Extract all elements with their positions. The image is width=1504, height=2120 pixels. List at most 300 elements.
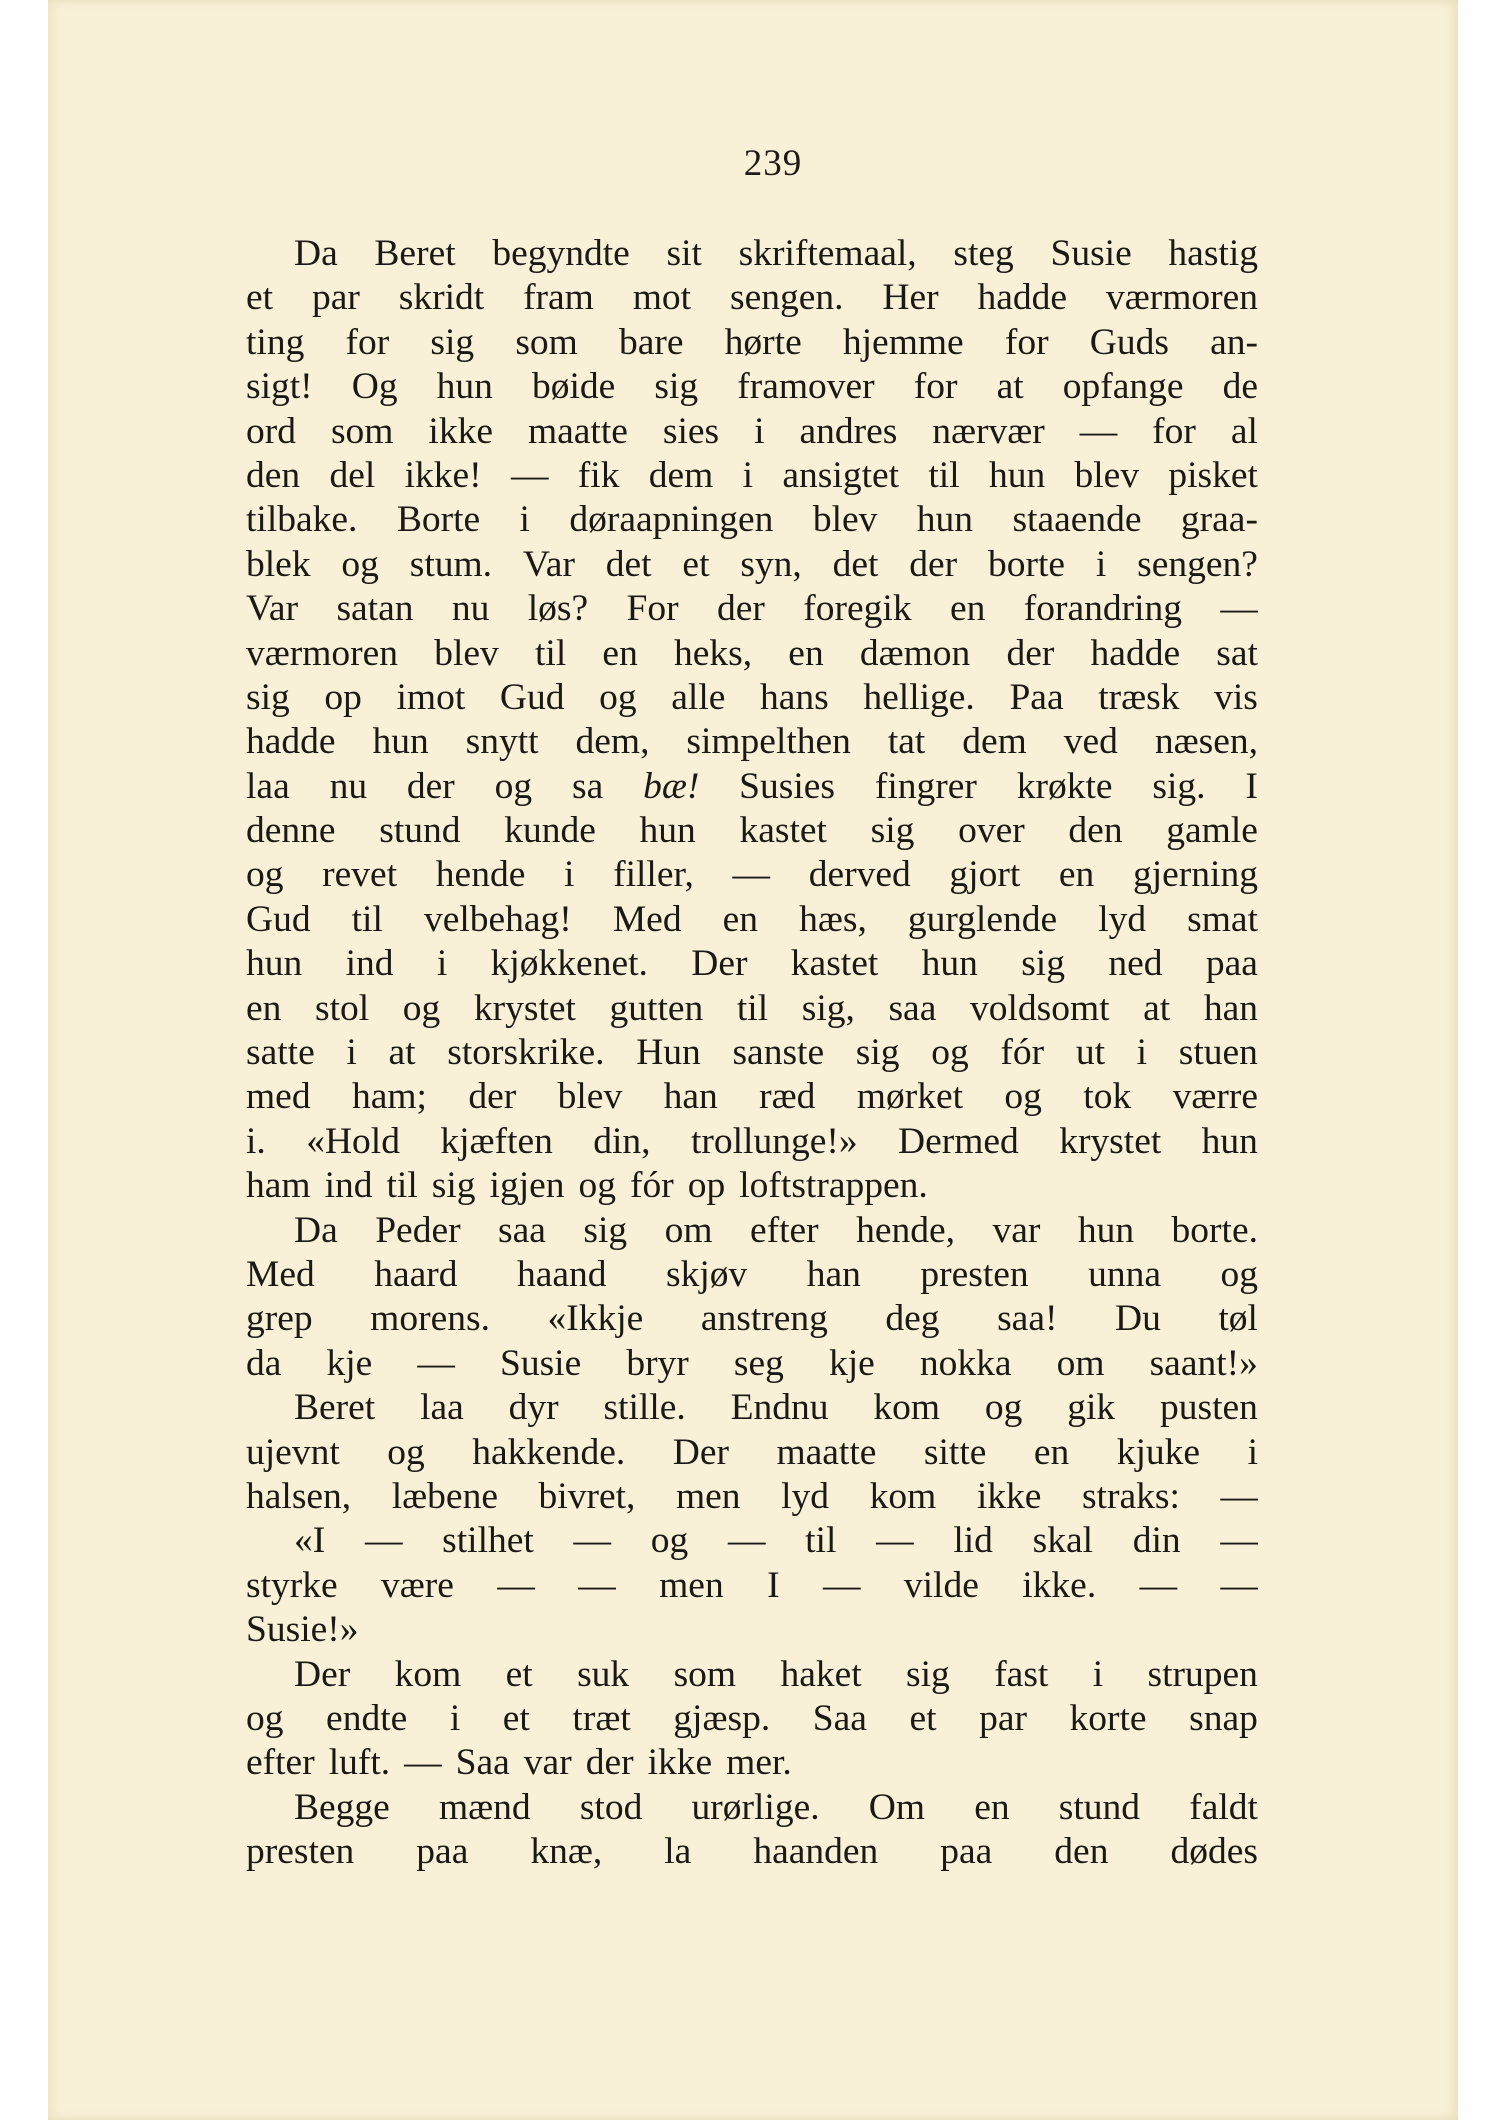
word: imot: [396, 676, 466, 718]
word: kom: [873, 1387, 941, 1429]
word: alle: [671, 676, 726, 718]
word: han: [663, 1076, 718, 1118]
word: i: [742, 454, 754, 496]
word: nærvær: [932, 410, 1045, 452]
word: Og: [351, 366, 398, 408]
word: Var: [246, 588, 299, 630]
word: «Hold: [306, 1120, 400, 1162]
word: an-: [1210, 321, 1258, 363]
word: et: [682, 543, 710, 585]
text-line: [246, 232, 1258, 276]
word: hastig: [1168, 233, 1258, 274]
word: dem: [648, 454, 714, 496]
word: Da: [294, 1209, 338, 1251]
text-line: [246, 1075, 1258, 1119]
word: haket: [780, 1653, 862, 1695]
word: skridt: [398, 277, 485, 319]
word: sig: [1021, 943, 1065, 985]
word: Guds: [1089, 321, 1169, 363]
word: Om: [868, 1786, 926, 1828]
word: gamle: [1166, 810, 1258, 852]
word: laa: [420, 1387, 464, 1429]
word: der: [717, 588, 765, 630]
word: sat: [1216, 632, 1258, 674]
word: Gud: [499, 676, 565, 718]
word: pisket: [1168, 454, 1258, 496]
word: Saa: [812, 1697, 867, 1739]
word: stund: [379, 810, 461, 852]
word: for: [1004, 321, 1049, 363]
word: —: [876, 1520, 914, 1562]
word: skjøv: [665, 1253, 748, 1295]
word: urørlige.: [691, 1786, 820, 1828]
word: lyd: [781, 1475, 830, 1517]
word: borte: [988, 543, 1066, 585]
word: sig.: [1152, 765, 1206, 807]
text-line: [246, 1386, 1258, 1430]
word: og: [246, 854, 284, 896]
word: for: [345, 321, 390, 363]
word: gjerning: [1132, 854, 1258, 896]
word: mænd: [438, 1786, 531, 1828]
word: Var: [522, 543, 575, 585]
word: kjæften: [440, 1120, 553, 1162]
word: i: [564, 854, 575, 896]
word: presten: [246, 1831, 355, 1873]
word: dem: [962, 721, 1027, 763]
word: i: [436, 943, 448, 985]
text-line: [246, 1164, 1258, 1208]
word: ikke: [428, 410, 493, 452]
word: Dermed: [898, 1120, 1019, 1162]
word: kjuke: [1116, 1431, 1201, 1473]
word: haard: [374, 1253, 458, 1295]
text-line: [246, 809, 1258, 853]
word: da: [246, 1342, 282, 1384]
word: skal: [1032, 1520, 1094, 1562]
word: ved: [1063, 721, 1118, 763]
word: og: [387, 1431, 425, 1473]
word: del: [329, 454, 376, 496]
word: en: [1058, 854, 1095, 896]
word: nu: [451, 588, 490, 630]
word: dem,: [575, 721, 650, 763]
word: vilde: [903, 1564, 979, 1606]
word: par: [311, 277, 360, 319]
word: ansigtet: [782, 454, 900, 496]
word: det: [832, 543, 879, 585]
word: hellige.: [863, 676, 975, 718]
word: maatte: [776, 1431, 877, 1473]
word: med: [246, 1076, 311, 1118]
word: den: [246, 454, 301, 496]
word: en: [788, 632, 824, 674]
word: paa: [940, 1831, 993, 1873]
word: at: [1143, 987, 1171, 1029]
word: værmoren: [1105, 277, 1258, 319]
word: Der: [691, 943, 748, 985]
word: hæs,: [799, 898, 867, 940]
word: anstreng: [700, 1298, 828, 1340]
word: skriftemaal,: [738, 233, 917, 274]
word: der: [1006, 632, 1055, 674]
word: paa: [1205, 943, 1258, 985]
word: og: [599, 676, 637, 718]
word: i: [346, 1032, 357, 1074]
word: —: [364, 1520, 403, 1562]
word: og: [341, 543, 379, 585]
text-line: [246, 1653, 1258, 1697]
text-line: [246, 587, 1258, 631]
word: gjort: [949, 854, 1021, 896]
word: tilbake.: [246, 499, 358, 541]
body-text: [246, 232, 1258, 1874]
word: —: [1220, 1564, 1258, 1606]
word: —: [404, 1742, 442, 1784]
word: fram: [523, 277, 594, 319]
word: i.: [246, 1120, 266, 1162]
word: op: [687, 1165, 726, 1207]
text-line: [246, 543, 1258, 587]
word: paa: [416, 1831, 469, 1873]
word: sig,: [801, 987, 855, 1029]
word: —: [1220, 1475, 1258, 1517]
word: kjøkkenet.: [490, 943, 648, 985]
word: Da: [294, 233, 338, 274]
word: sig: [906, 1653, 950, 1695]
word: al: [1230, 410, 1258, 452]
word: «I: [294, 1520, 326, 1562]
word: bare: [618, 321, 684, 363]
word: mot: [632, 277, 692, 319]
word: hun: [1077, 1209, 1135, 1251]
word: —: [417, 1342, 455, 1384]
word: lyd: [1098, 898, 1147, 940]
word: til: [534, 632, 567, 674]
word: nokka: [919, 1342, 1012, 1384]
word: pusten: [1160, 1387, 1258, 1429]
word: —: [510, 454, 549, 496]
word: men: [675, 1475, 741, 1517]
word: stuen: [1178, 1032, 1258, 1074]
word: kunde: [504, 810, 596, 852]
word: tok: [1083, 1076, 1132, 1118]
word: —: [1139, 1564, 1178, 1606]
word: knæ,: [530, 1831, 603, 1873]
word: tøl: [1218, 1298, 1258, 1340]
word: framover: [737, 366, 875, 408]
word: i: [1095, 543, 1107, 585]
word: om: [1056, 1342, 1105, 1384]
word: revet: [322, 854, 398, 896]
word: fingrer: [874, 765, 977, 807]
word: og: [931, 1032, 969, 1074]
word: ikke: [976, 1475, 1042, 1517]
word: gjæsp.: [673, 1697, 771, 1739]
word: laa: [246, 765, 290, 807]
word: strupen: [1147, 1653, 1258, 1695]
word: hende,: [856, 1209, 956, 1251]
word: en: [246, 987, 282, 1029]
word: ind: [345, 943, 394, 985]
word: bøide: [532, 366, 616, 408]
text-line: [246, 454, 1258, 498]
word: fik: [577, 454, 620, 496]
word: fast: [994, 1653, 1049, 1695]
word: stol: [315, 987, 370, 1029]
word: ræd: [759, 1076, 816, 1118]
word: sig: [855, 1032, 900, 1074]
word: ikke.: [1022, 1564, 1097, 1606]
word: syn,: [740, 543, 802, 585]
word: om: [664, 1209, 713, 1251]
word: blev: [1074, 454, 1140, 496]
word: andres: [799, 410, 898, 452]
word: korte: [1069, 1697, 1147, 1739]
text-line: [246, 632, 1258, 676]
word: kom: [869, 1475, 937, 1517]
word: hørte: [724, 321, 802, 363]
word: derved: [808, 854, 911, 896]
word: træt: [572, 1697, 631, 1739]
word: der: [468, 1076, 517, 1118]
word: Beret: [374, 233, 456, 274]
word: kje: [326, 1342, 373, 1384]
text-line: [246, 1564, 1258, 1608]
word: hun: [436, 366, 493, 408]
word: snytt: [465, 721, 539, 763]
word: til: [386, 1165, 418, 1207]
word: et: [502, 1697, 530, 1739]
word: —: [1079, 410, 1118, 452]
word: et: [246, 277, 274, 319]
word: stum.: [409, 543, 493, 585]
word: ham: [246, 1165, 311, 1207]
word: ham;: [351, 1076, 427, 1118]
word: fór: [630, 1165, 674, 1207]
word: sengen?: [1137, 543, 1258, 585]
word: Gud: [246, 898, 311, 940]
word: hun: [916, 499, 974, 541]
word: forandring: [1023, 588, 1183, 630]
word: suk: [577, 1653, 630, 1695]
word: saa: [498, 1209, 546, 1251]
word: en: [949, 588, 986, 630]
word: deg: [885, 1298, 940, 1340]
word: Susie: [499, 1342, 582, 1384]
word: Med: [246, 1253, 315, 1295]
word: —: [578, 1564, 616, 1606]
word: krystet: [473, 987, 576, 1029]
word: opfange: [1062, 366, 1184, 408]
word: —: [822, 1564, 861, 1606]
word: i: [519, 499, 530, 541]
word: mer.: [726, 1742, 792, 1784]
text-line: [246, 898, 1258, 942]
word: saa!: [997, 1298, 1058, 1340]
word: «Ikkje: [547, 1298, 644, 1340]
word: gutten: [609, 987, 704, 1029]
word: ord: [246, 410, 296, 452]
word: bivret,: [538, 1475, 636, 1517]
word: begyndte: [492, 233, 630, 274]
word: løs?: [527, 588, 589, 630]
word: i: [1247, 1431, 1258, 1473]
word: og: [650, 1520, 689, 1562]
word: værre: [1172, 1076, 1258, 1118]
text-line: [246, 765, 1258, 809]
word: Susie: [1050, 233, 1132, 274]
text-line: [246, 365, 1258, 409]
text-line: [246, 1830, 1258, 1874]
word: der: [406, 765, 455, 807]
word: seg: [733, 1342, 784, 1384]
word: næsen,: [1154, 721, 1258, 763]
word: —: [727, 1520, 766, 1562]
word: ujevnt: [246, 1431, 340, 1473]
word: være: [381, 1564, 454, 1606]
word: loftstrappen.: [739, 1165, 928, 1207]
word: filler,: [613, 854, 694, 896]
text-line: [246, 987, 1258, 1031]
word: og: [1004, 1076, 1042, 1118]
word: I: [767, 1564, 780, 1606]
word: at: [388, 1032, 416, 1074]
word: sanste: [732, 1032, 825, 1074]
word: i: [1136, 1032, 1148, 1074]
text-line: [246, 1697, 1258, 1741]
word: morens.: [370, 1298, 490, 1340]
word: —: [573, 1520, 612, 1562]
word: dæmon: [859, 632, 971, 674]
word: ned: [1108, 943, 1163, 985]
word: læbene: [391, 1475, 498, 1517]
word: en: [1033, 1431, 1070, 1473]
text-line: [246, 1741, 1258, 1785]
text-line: [246, 1431, 1258, 1475]
text-line: [246, 1209, 1258, 1253]
word: men: [659, 1564, 724, 1606]
word: Du: [1115, 1298, 1161, 1340]
word: borte.: [1171, 1209, 1258, 1251]
word: som: [673, 1653, 737, 1695]
word: til: [805, 1520, 837, 1562]
word: efter: [749, 1209, 819, 1251]
word: bryr: [626, 1342, 689, 1384]
word: faldt: [1189, 1786, 1258, 1828]
text-line: [246, 498, 1258, 542]
word: som: [330, 410, 394, 452]
word: kastet: [739, 810, 827, 852]
word: hjemme: [842, 321, 964, 363]
word: efter: [246, 1742, 315, 1784]
word: nu: [329, 765, 368, 807]
word: Susies: [739, 765, 836, 807]
word: din: [1132, 1520, 1181, 1562]
word: saa: [888, 987, 937, 1029]
word: staaende: [1012, 499, 1142, 541]
word: steg: [953, 233, 1014, 274]
word: i: [754, 410, 765, 452]
word: og: [494, 765, 533, 807]
text-line: [246, 1031, 1258, 1075]
word: grep: [246, 1298, 313, 1340]
word: simpelthen: [686, 721, 851, 763]
word: var: [992, 1209, 1041, 1251]
word: værmoren: [246, 632, 399, 674]
word: dyr: [508, 1387, 559, 1429]
word: mørket: [856, 1076, 964, 1118]
word: styrke: [246, 1564, 338, 1606]
word: denne: [246, 810, 336, 852]
word: I: [1245, 765, 1258, 807]
word: ikke!: [404, 454, 482, 496]
word: gik: [1067, 1387, 1116, 1429]
word: hakkende.: [472, 1431, 626, 1473]
word: i: [449, 1697, 461, 1739]
word: de: [1222, 366, 1258, 408]
word: Paa: [1009, 676, 1064, 718]
word: som: [515, 321, 578, 363]
word: lid: [953, 1520, 993, 1562]
word: hans: [760, 676, 829, 718]
word: stund: [1058, 1786, 1141, 1828]
word: —: [732, 854, 771, 896]
word: krystet: [1059, 1120, 1162, 1162]
text-line: [246, 1475, 1258, 1519]
word: at: [996, 366, 1024, 408]
word: og: [984, 1387, 1023, 1429]
word: sitte: [923, 1431, 987, 1473]
text-line: [246, 853, 1258, 897]
word: snap: [1189, 1697, 1258, 1739]
word: Endnu: [730, 1387, 829, 1429]
word: krøkte: [1016, 765, 1113, 807]
word: —: [1220, 588, 1258, 630]
word: ind: [324, 1165, 373, 1207]
word: til: [928, 454, 960, 496]
word: luft.: [328, 1742, 391, 1784]
text-line: [246, 276, 1258, 320]
word: det: [605, 543, 652, 585]
word: tat: [887, 721, 926, 763]
word: sig: [246, 676, 290, 718]
word: Beret: [294, 1387, 376, 1429]
word: presten: [920, 1253, 1029, 1295]
word: Der: [672, 1431, 729, 1473]
word: par: [979, 1697, 1027, 1739]
word: smat: [1187, 898, 1258, 940]
word: hun: [988, 454, 1046, 496]
word: sig: [430, 321, 475, 363]
word: bæ!: [643, 765, 700, 807]
word: og: [578, 1165, 617, 1207]
word: der: [585, 1742, 634, 1784]
text-line: [246, 1519, 1258, 1563]
word: Peder: [375, 1209, 461, 1251]
word: til: [736, 987, 769, 1029]
word: stod: [579, 1786, 643, 1828]
word: la: [664, 1831, 692, 1873]
word: hadde: [977, 277, 1068, 319]
word: Borte: [396, 499, 481, 541]
word: storskrike.: [447, 1032, 605, 1074]
word: sengen.: [729, 277, 844, 319]
word: hun: [1201, 1120, 1258, 1162]
text-line: [246, 1120, 1258, 1164]
word: for: [1152, 410, 1196, 452]
text-line: [246, 1342, 1258, 1386]
